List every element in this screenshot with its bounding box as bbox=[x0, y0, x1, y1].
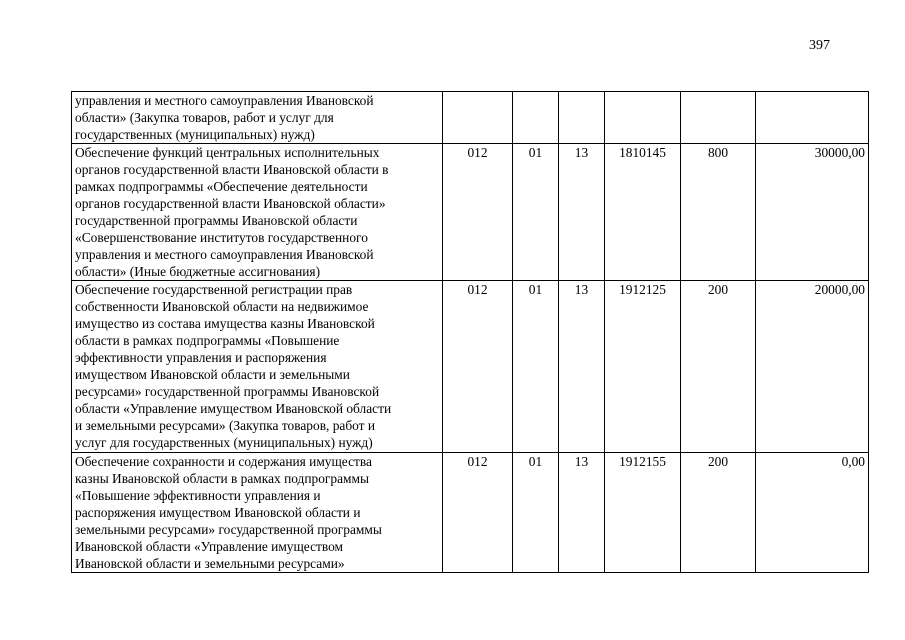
row-target-code: 1912125 bbox=[605, 281, 681, 453]
row-amount: 20000,00 bbox=[756, 281, 869, 453]
row-expense-type-code bbox=[681, 92, 756, 144]
row-ministry-code bbox=[443, 92, 513, 144]
row-ministry-code: 012 bbox=[443, 281, 513, 453]
budget-table bbox=[71, 91, 869, 573]
row-section-code: 01 bbox=[513, 453, 559, 573]
row-target-code: 1810145 bbox=[605, 144, 681, 281]
row-ministry-code: 012 bbox=[443, 453, 513, 573]
row-subsection-code: 13 bbox=[559, 144, 605, 281]
row-description: Обеспечение сохранности и содержания имущества казны Ивановской области в рамках подпрограммы «Повышение эффективности управления и распоряжения имуществом Ивановской области и земельными ресурсами» государственной программы Ивановской области «Управление имуществом Ивановской области и земельными ресурсами» bbox=[72, 453, 443, 573]
row-subsection-code bbox=[559, 92, 605, 144]
row-ministry-code: 012 bbox=[443, 144, 513, 281]
row-amount bbox=[756, 92, 869, 144]
table-row bbox=[72, 281, 869, 453]
row-section-code bbox=[513, 92, 559, 144]
row-amount: 0,00 bbox=[756, 453, 869, 573]
row-description: Обеспечение функций центральных исполнительных органов государственной власти Ивановской области в рамках подпрограммы «Обеспечение деятельности органов государственной власти Ивановской области» государственной программы Ивановской области «Совершенствование институтов государственного управления и местного самоуправления Ивановской области» (Иные бюджетные ассигнования) bbox=[72, 144, 443, 281]
row-description: Обеспечение государственной регистрации прав собственности Ивановской области на недвижимое имущество из состава имущества казны Ивановской области в рамках подпрограммы «Повышение эффективности управления и распоряжения имуществом Ивановской области и земельными ресурсами» государственной программы Ивановской области «Управление имуществом Ивановской области и земельными ресурсами» (Закупка товаров, работ и услуг для государственных (муниципальных) нужд) bbox=[72, 281, 443, 453]
row-expense-type-code: 200 bbox=[681, 453, 756, 573]
row-subsection-code: 13 bbox=[559, 281, 605, 453]
table-row bbox=[72, 144, 869, 281]
table-row bbox=[72, 453, 869, 573]
row-amount: 30000,00 bbox=[756, 144, 869, 281]
row-expense-type-code: 800 bbox=[681, 144, 756, 281]
row-description: управления и местного самоуправления Ивановской области» (Закупка товаров, работ и услуг для государственных (муниципальных) нужд) bbox=[72, 92, 443, 144]
row-target-code bbox=[605, 92, 681, 144]
row-expense-type-code: 200 bbox=[681, 281, 756, 453]
row-section-code: 01 bbox=[513, 144, 559, 281]
table-row bbox=[72, 92, 869, 144]
row-target-code: 1912155 bbox=[605, 453, 681, 573]
row-subsection-code: 13 bbox=[559, 453, 605, 573]
page-number: 397 bbox=[809, 38, 830, 53]
row-section-code: 01 bbox=[513, 281, 559, 453]
